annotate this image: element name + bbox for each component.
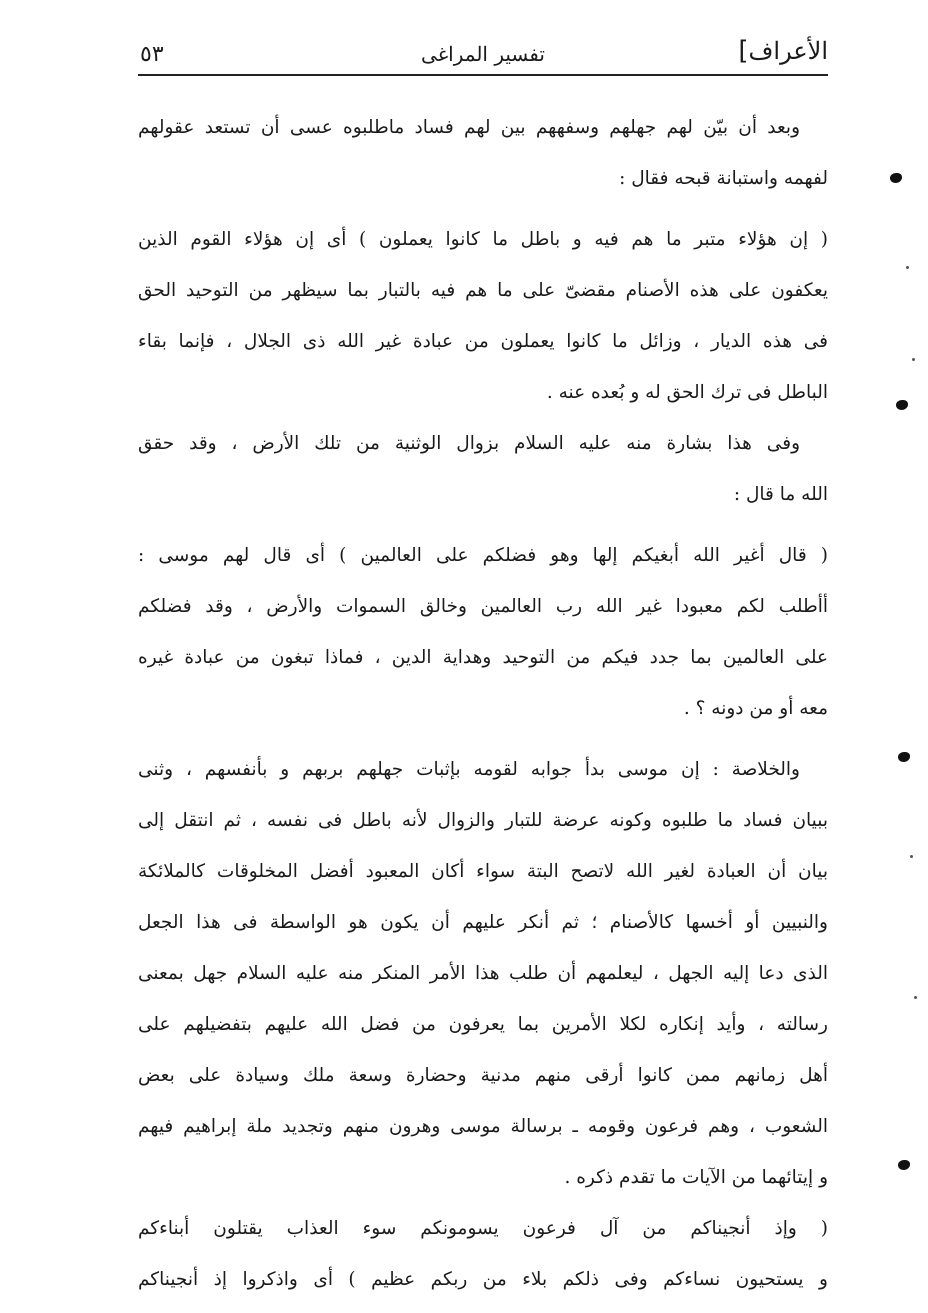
text-line: أأطلب لكم معبودا غير الله رب العالمين وخالق السموات والأرض ، وقد فضلكم [138, 596, 828, 617]
paragraph-gap [138, 204, 828, 214]
margin-ink-mark [890, 173, 902, 183]
margin-speck [910, 855, 913, 858]
text-line: وبعد أن بيّن لهم جهلهم وسفههم بين لهم فساد ماطلبوه عسى أن تستعد عقولهم [138, 117, 800, 138]
text-line: فى هذه الديار ، وزائل ما كانوا يعملون من عبادة غير الله ذى الجلال ، فإنما بقاء [138, 331, 828, 352]
text-line: وفى هذا بشارة منه عليه السلام بزوال الوثنية من تلك الأرض ، وقد حقق [138, 433, 800, 454]
text-line: والنبيين أو أخسها كالأصنام ؛ ثم أنكر عليهم أن يكون هو الواسطة فى هذا الجعل [138, 912, 828, 933]
book-title: تفسير المراغى [421, 42, 545, 66]
text-line: ( قال أغير الله أبغيكم إلها وهو فضلكم على العالمين ) أى قال لهم موسى : [138, 545, 828, 566]
paragraph-verse-1 [138, 214, 828, 418]
page-body [138, 102, 828, 1305]
text-line: الذى دعا إليه الجهل ، ليعلمهم أن طلب هذا الأمر المنكر منه عليه السلام جهل بمعنى [138, 963, 828, 984]
running-header [138, 30, 828, 80]
surah-name-text: الأعراف [748, 37, 828, 65]
text-line: الباطل فى ترك الحق له و بُعده عنه . [546, 382, 828, 403]
paragraph-gap [138, 734, 828, 744]
text-line: ( إن هؤلاء متبر ما هم فيه و باطل ما كانوا يعملون ) أى إن هؤلاء القوم الذين [138, 229, 828, 250]
margin-speck [912, 358, 915, 361]
margin-ink-mark [898, 752, 910, 762]
text-line: أهل زمانهم ممن كانوا أرقى منهم مدنية وحضارة وسعة ملك وسيادة على بعض [138, 1065, 828, 1086]
text-line: ببيان فساد ما طلبوه وكونه عرضة للتبار والزوال لأنه باطل فى نفسه ، ثم انتقل إلى [138, 810, 828, 831]
paragraph-glad-tidings [138, 418, 828, 520]
paragraph-verse-3 [138, 1203, 828, 1305]
text-line: معه أو من دونه ؟ . [683, 698, 828, 719]
header-rule [138, 74, 828, 76]
text-line: و يستحيون نساءكم وفى ذلكم بلاء من ربكم عظيم ) أى واذكروا إذ أنجيناكم [138, 1269, 828, 1290]
text-line: على العالمين بما جدد فيكم من التوحيد وهداية الدين ، فماذا تبغون من عبادة غيره [138, 647, 828, 668]
text-line: لفهمه واستبانة قبحه فقال : [619, 168, 828, 189]
paragraph-verse-2 [138, 530, 828, 734]
text-line: و إيتائهما من الآيات ما تقدم ذكره . [564, 1167, 828, 1188]
text-line: الشعوب ، وهم فرعون وقومه ـ برسالة موسى وهرون منهم وتجديد ملة إبراهيم فيهم [138, 1116, 828, 1137]
margin-speck [914, 996, 917, 999]
margin-ink-mark [898, 1160, 910, 1170]
text-line: الله ما قال : [733, 484, 828, 505]
margin-speck [906, 266, 909, 269]
page-number: ٥٣ [140, 42, 164, 67]
margin-ink-mark [896, 400, 908, 410]
paragraph-intro [138, 102, 828, 204]
paragraph-summary [138, 744, 828, 1203]
text-line: والخلاصة : إن موسى بدأ جوابه لقومه بإثبات جهلهم بربهم و بأنفسهم ، وثنى [138, 759, 800, 780]
text-line: بيان أن العبادة لغير الله لاتصح البتة سواء أكان المعبود أفضل المخلوقات كالملائكة [138, 861, 828, 882]
surah-name [734, 36, 828, 66]
text-line: يعكفون على هذه الأصنام مقضىّ على ما هم فيه بالتبار بما سيظهر من التوحيد الحق [138, 280, 828, 301]
text-line: ( وإذ أنجيناكم من آل فرعون يسومونكم سوء العذاب يقتلون أبناءكم [138, 1218, 828, 1239]
paragraph-gap [138, 520, 828, 530]
text-line: رسالته ، وأيد إنكاره لكلا الأمرين بما يعرفون من فضل الله عليهم بتفضيلهم على [138, 1014, 828, 1035]
header-bracket: ] [738, 36, 749, 66]
